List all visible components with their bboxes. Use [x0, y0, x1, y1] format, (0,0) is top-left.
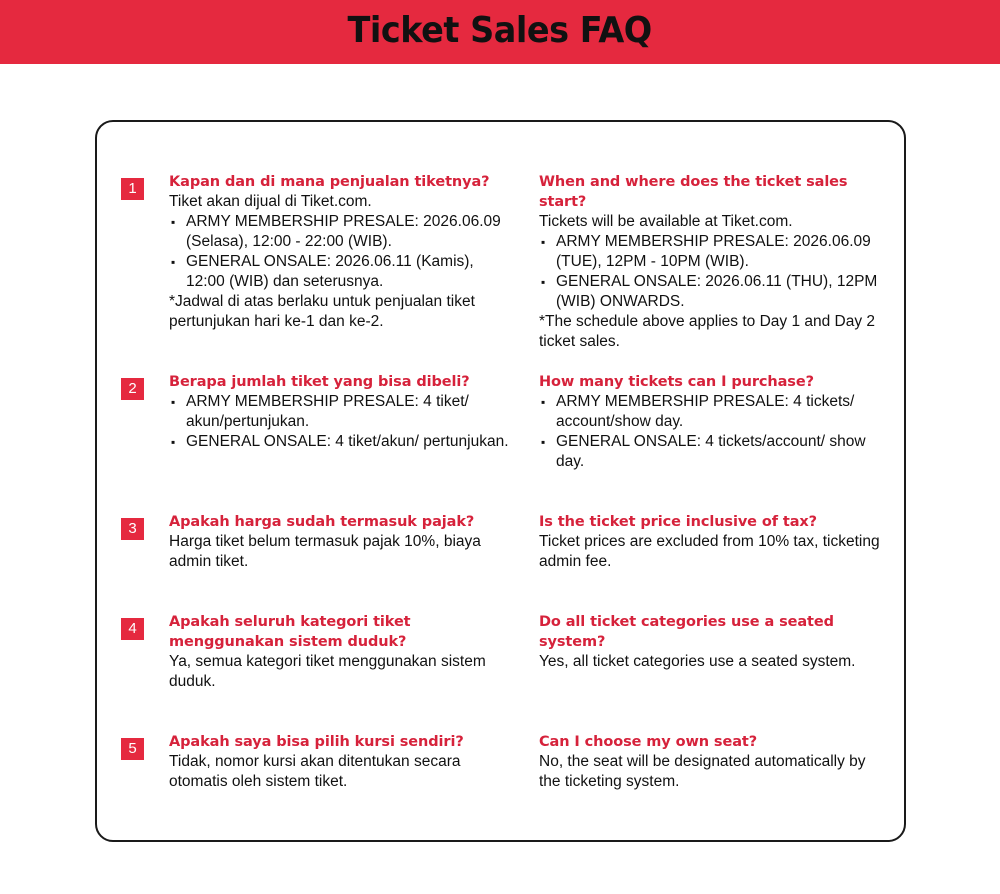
faq-bullet-list — [539, 232, 884, 312]
faq-answer: Ticket prices are excluded from 10% tax, ticketing admin fee. — [539, 533, 880, 570]
faq-bullet: ▪ ARMY MEMBERSHIP PRESALE: 4 tiket/ akun/pertunjukan. — [171, 393, 469, 430]
faq-answer: Yes, all ticket categories use a seated system. — [539, 653, 856, 670]
faq-answer-intro: Tiket akan dijual di Tiket.com. — [169, 193, 372, 210]
faq-question: Is the ticket price inclusive of tax? — [539, 514, 817, 530]
faq-card — [95, 120, 906, 842]
faq-english — [539, 372, 884, 472]
faq-question: Apakah seluruh kategori tiket menggunakan sistem duduk? — [169, 614, 411, 650]
faq-bullet: ▪ ARMY MEMBERSHIP PRESALE: 2026.06.09 (TUE), 12PM - 10PM (WIB). — [541, 233, 871, 270]
faq-number-badge: 5 — [121, 738, 144, 760]
faq-question: Kapan dan di mana penjualan tiketnya? — [169, 174, 490, 190]
faq-answer: No, the seat will be designated automatically by the ticketing system. — [539, 753, 866, 790]
page-title: Ticket Sales FAQ — [347, 10, 653, 51]
faq-answer: Ya, semua kategori tiket menggunakan sistem duduk. — [169, 653, 486, 690]
faq-note: *The schedule above applies to Day 1 and Day 2 ticket sales. — [539, 313, 876, 350]
faq-question: Apakah saya bisa pilih kursi sendiri? — [169, 734, 464, 750]
bullet-icon: ▪ — [541, 235, 546, 249]
bullet-icon: ▪ — [541, 275, 546, 289]
faq-question: Apakah harga sudah termasuk pajak? — [169, 514, 475, 530]
header-banner — [0, 0, 1000, 64]
faq-number-badge: 3 — [121, 518, 144, 540]
bullet-icon: ▪ — [171, 435, 176, 449]
faq-number-badge: 4 — [121, 618, 144, 640]
faq-english — [539, 612, 884, 672]
faq-bullet: ▪ GENERAL ONSALE: 2026.06.11 (Kamis), 12:00 (WIB) dan seterusnya. — [171, 253, 474, 290]
faq-bullet: ▪ GENERAL ONSALE: 2026.06.11 (THU), 12PM (WIB) ONWARDS. — [541, 273, 878, 310]
faq-indonesian — [169, 732, 509, 792]
faq-note: *Jadwal di atas berlaku untuk penjualan tiket pertunjukan hari ke-1 dan ke-2. — [169, 293, 475, 330]
faq-question: Do all ticket categories use a seated system? — [539, 614, 834, 650]
faq-bullet: ▪ GENERAL ONSALE: 4 tiket/akun/ pertunjukan. — [171, 433, 509, 450]
faq-english — [539, 172, 884, 352]
faq-question: Can I choose my own seat? — [539, 734, 758, 750]
faq-english — [539, 732, 884, 792]
faq-answer: Tidak, nomor kursi akan ditentukan secara otomatis oleh sistem tiket. — [169, 753, 461, 790]
bullet-icon: ▪ — [171, 215, 176, 229]
bullet-icon: ▪ — [541, 435, 546, 449]
faq-question: When and where does the ticket sales start? — [539, 174, 848, 210]
faq-indonesian — [169, 512, 509, 572]
faq-answer: Harga tiket belum termasuk pajak 10%, biaya admin tiket. — [169, 533, 481, 570]
faq-answer-intro: Tickets will be available at Tiket.com. — [539, 213, 793, 230]
bullet-icon: ▪ — [171, 395, 176, 409]
bullet-icon: ▪ — [541, 395, 546, 409]
faq-question: How many tickets can I purchase? — [539, 374, 814, 390]
faq-indonesian — [169, 612, 509, 692]
faq-question: Berapa jumlah tiket yang bisa dibeli? — [169, 374, 470, 390]
bullet-icon: ▪ — [171, 255, 176, 269]
faq-number-badge: 1 — [121, 178, 144, 200]
faq-english — [539, 512, 884, 572]
faq-bullet: ▪ GENERAL ONSALE: 4 tickets/account/ show day. — [541, 433, 866, 470]
faq-bullet-list — [539, 392, 884, 472]
faq-bullet: ▪ ARMY MEMBERSHIP PRESALE: 2026.06.09 (Selasa), 12:00 - 22:00 (WIB). — [171, 213, 501, 250]
faq-bullet: ▪ ARMY MEMBERSHIP PRESALE: 4 tickets/ account/show day. — [541, 393, 855, 430]
faq-bullet-list — [169, 392, 509, 452]
faq-number-badge: 2 — [121, 378, 144, 400]
faq-bullet-list — [169, 212, 509, 292]
faq-indonesian — [169, 172, 509, 332]
faq-indonesian — [169, 372, 509, 452]
